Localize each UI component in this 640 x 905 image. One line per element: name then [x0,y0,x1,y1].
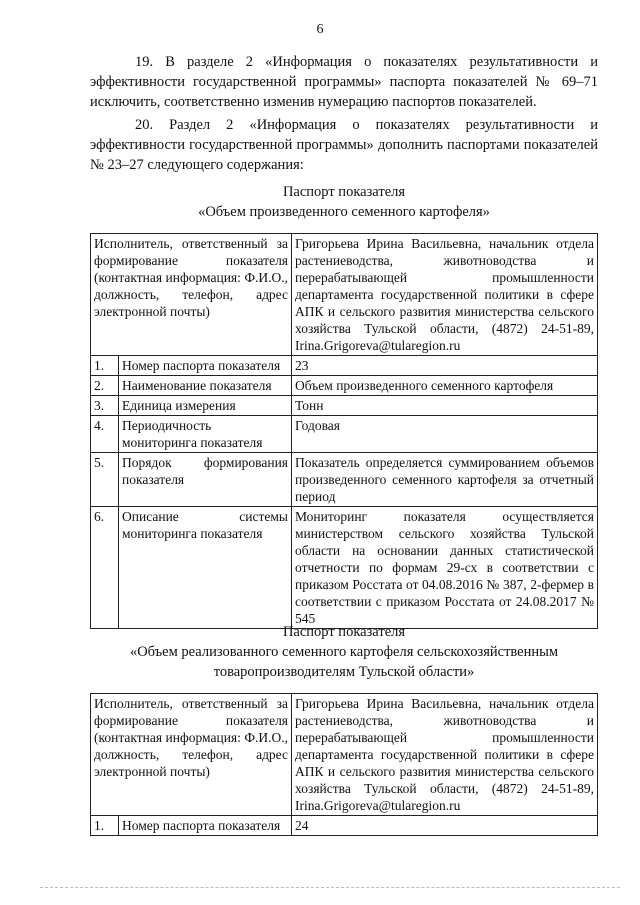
passport-1-title-line-1: Паспорт показателя [282,184,406,200]
row-label: Порядок формирования показателя [119,453,292,507]
row-value: Объем произведенного семенного картофеля [292,376,598,396]
executor-label: Исполнитель, ответственный за формирование показателя (контактная информация: Ф.И.О., должность, телефон, адрес электронной почты) [91,234,292,356]
passport-2-title-line-1: Паспорт показателя [282,624,406,640]
table-row [91,416,598,453]
row-label: Наименование показателя [119,376,292,396]
passport-2-table [90,693,598,836]
row-label: Периодичность мониторинга показателя [119,416,292,453]
row-label: Единица измерения [119,396,292,416]
executor-label: Исполнитель, ответственный за формирование показателя (контактная информация: Ф.И.О., должность, телефон, адрес электронной почты) [91,694,292,816]
row-label: Номер паспорта показателя [119,356,292,376]
passport-1-title [90,182,598,222]
page-number: 6 [316,22,324,37]
row-number: 2. [91,376,119,396]
passport-1-title-line-2: «Объем произведенного семенного картофеля» [198,204,490,220]
table-row [91,816,598,836]
row-value: Тонн [292,396,598,416]
row-value: Годовая [292,416,598,453]
row-number: 5. [91,453,119,507]
table-row [91,234,598,356]
row-number: 6. [91,507,119,629]
row-label: Описание системы мониторинга показателя [119,507,292,629]
paragraph-20: 20. Раздел 2 «Информация о показателях результативности и эффективности государственной программы» дополнить паспортами показателей № 23–27 следующего содержания: [90,117,598,173]
row-value: 23 [292,356,598,376]
row-number: 4. [91,416,119,453]
row-label: Номер паспорта показателя [119,816,292,836]
table-row [91,694,598,816]
row-value: 24 [292,816,598,836]
paragraph-19: 19. В разделе 2 «Информация о показателях результативности и эффективности государственной программы» паспорта показателей № 69–71 исключить, соответственно изменив нумерацию паспортов показателей. [90,54,598,110]
table-row [91,356,598,376]
row-number: 1. [91,356,119,376]
table-row [91,376,598,396]
scan-artifact-line [40,887,620,888]
executor-value: Григорьева Ирина Васильевна, начальник отдела растениеводства, животноводства и перерабатывающей промышленности департамента государственной политики в сфере АПК и сельского развития министерства сельского хозяйства Тульской области, (4872) 24-51-89, Irina.Grigoreva@tularegion.ru [292,694,598,816]
executor-value: Григорьева Ирина Васильевна, начальник отдела растениеводства, животноводства и перерабатывающей промышленности департамента государственной политики в сфере АПК и сельского развития министерства сельского хозяйства Тульской области, (4872) 24-51-89, Irina.Grigoreva@tularegion.ru [292,234,598,356]
passport-2-title-line-3: товаропроизводителям Тульской области» [213,664,475,680]
table-row [91,507,598,629]
table-row [91,396,598,416]
passport-2-title-line-2: «Объем реализованного семенного картофеля сельскохозяйственным [129,644,559,660]
row-value: Мониторинг показателя осуществляется министерством сельского хозяйства Тульской области на основании данных статистической отчетности по формам 29-сх в соответствии с приказом Росстата от 04.08.2016 № 387, 2-фермер в соответствии с приказом Росстата от 24.08.2017 № 545 [292,507,598,629]
table-row [91,453,598,507]
passport-1-table [90,233,598,629]
row-value: Показатель определяется суммированием объемов произведенного семенного картофеля за отчетный период [292,453,598,507]
row-number: 3. [91,396,119,416]
passport-2-title [90,622,598,682]
row-number: 1. [91,816,119,836]
